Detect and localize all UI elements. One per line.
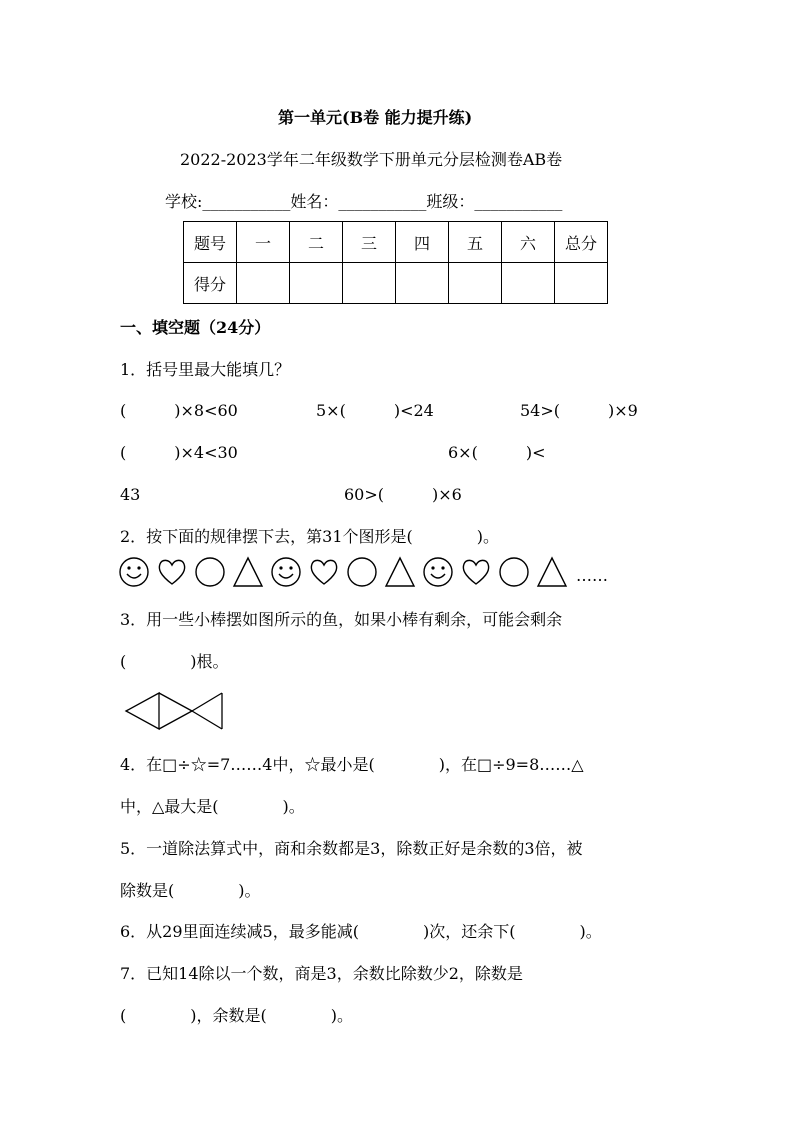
triangle-icon [232, 556, 264, 588]
heart-icon [460, 556, 492, 588]
question-6-line1: 6．从29里面连续减5，最多能减( )次，还余下( )。 [120, 922, 602, 941]
score-table-score-row [184, 263, 608, 304]
score-blank-cell[interactable] [237, 263, 290, 304]
page-subtitle: 2022-2023学年二年级数学下册单元分层检测卷AB卷 [180, 150, 563, 169]
smiley-icon [270, 556, 302, 588]
smiley-icon [118, 556, 150, 588]
page-title: 第一单元(B卷 能力提升练) [278, 108, 473, 127]
heart-icon [156, 556, 188, 588]
score-blank-cell[interactable] [555, 263, 608, 304]
triangle-icon [384, 556, 416, 588]
score-cell: 题号 [184, 222, 237, 263]
pattern-ellipsis: …… [576, 566, 608, 585]
stick-fish-figure [124, 690, 228, 732]
q1-item: 5×( )<24 [316, 401, 434, 420]
q1-item: 60>( )×6 [344, 485, 462, 504]
q1-item: 54>( )×9 [520, 401, 638, 420]
q1-item: ( )×8<60 [120, 401, 238, 420]
score-blank-cell[interactable] [290, 263, 343, 304]
student-info-line: 学校:___________姓名：___________班级：___________ [165, 192, 563, 211]
circle-icon [346, 556, 378, 588]
score-blank-cell[interactable] [449, 263, 502, 304]
question-3-line1: 3．用一些小棒摆如图所示的鱼，如果小棒有剩余，可能会剩余 [120, 610, 563, 629]
question-3-line2: ( )根。 [120, 652, 229, 671]
score-cell: 得分 [184, 263, 237, 304]
question-4-line1: 4．在□÷☆=7……4中，☆最小是( )，在□÷9=8……△ [120, 755, 584, 774]
circle-icon [498, 556, 530, 588]
score-cell: 四 [396, 222, 449, 263]
score-cell: 一 [237, 222, 290, 263]
q1-item: 43 [120, 485, 141, 504]
smiley-icon [422, 556, 454, 588]
score-cell: 五 [449, 222, 502, 263]
score-cell: 六 [502, 222, 555, 263]
score-table [183, 221, 608, 304]
question-5-line2: 除数是( )。 [120, 881, 261, 900]
score-table-header-row [184, 222, 608, 263]
question-1-stem: 1．括号里最大能填几？ [120, 360, 291, 379]
circle-icon [194, 556, 226, 588]
question-4-line2: 中，△最大是( )。 [120, 797, 305, 816]
score-blank-cell[interactable] [396, 263, 449, 304]
question-7-line1: 7．已知14除以一个数，商是3，余数比除数少2，除数是 [120, 964, 523, 983]
score-blank-cell[interactable] [502, 263, 555, 304]
section-heading: 一、填空题（24分） [120, 318, 271, 337]
question-5-line1: 5．一道除法算式中，商和余数都是3，除数正好是余数的3倍，被 [120, 839, 583, 858]
heart-icon [308, 556, 340, 588]
score-cell: 二 [290, 222, 343, 263]
score-cell: 三 [343, 222, 396, 263]
q1-item: ( )×4<30 [120, 443, 238, 462]
triangle-icon [536, 556, 568, 588]
score-cell: 总分 [555, 222, 608, 263]
q1-item: 6×( )< [448, 443, 546, 462]
score-blank-cell[interactable] [343, 263, 396, 304]
question-2-stem: 2．按下面的规律摆下去，第31个图形是( )。 [120, 527, 500, 546]
question-7-line2: ( )，余数是( )。 [120, 1006, 353, 1025]
